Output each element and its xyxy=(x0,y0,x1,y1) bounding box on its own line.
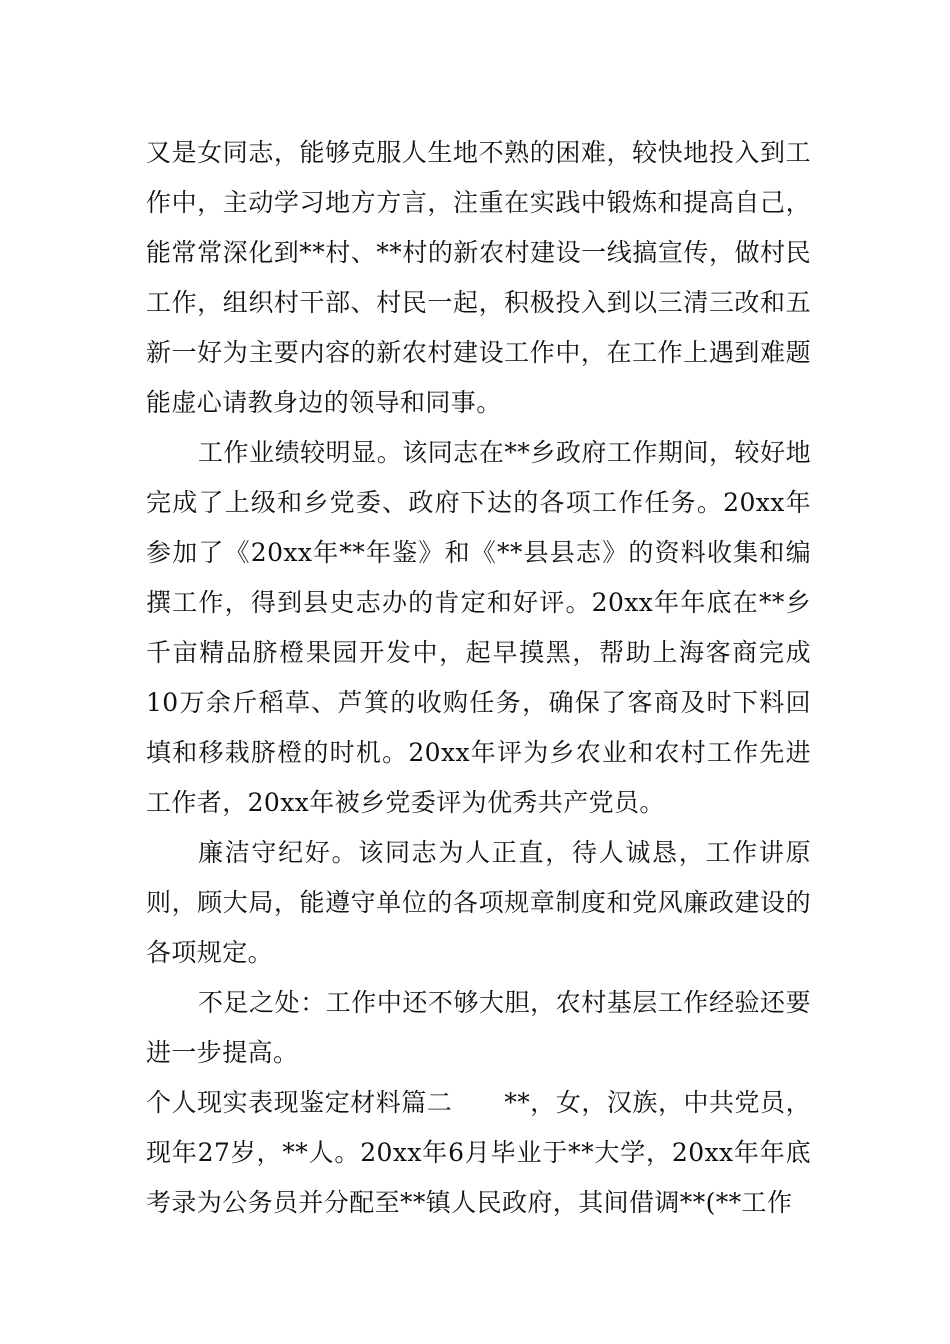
paragraph-performance: 工作业绩较明显。该同志在**乡政府工作期间，较好地完成了上级和乡党委、政府下达的各项工作任务。20xx年参加了《20xx年**年鉴》和《**县县志》的资料收集和编撰工作，得到县史志办的肯定和好评。20xx年年底在**乡千亩精品脐橙果园开发中，起早摸黑，帮助上海客商完成10万余斤稻草、芦箕的收购任务，确保了客商及时下料回填和移栽脐橙的时机。20xx年评为乡农业和农村工作先进工作者，20xx年被乡党委评为优秀共产党员。 xyxy=(146,438,811,817)
section-two-body: **，女，汉族，中共党员，现年27岁，**人。20xx年6月毕业于**大学，20xx年年底考录为公务员并分配至**镇人民政府，其间借调**(**工作 xyxy=(146,1088,811,1217)
paragraph-continuation: 又是女同志，能够克服人生地不熟的困难，较快地投入到工作中，主动学习地方方言，注重在实践中锻炼和提高自己，能常常深化到**村、**村的新农村建设一线搞宣传，做村民工作，组织村干部、村民一起，积极投入到以三清三改和五新一好为主要内容的新农村建设工作中，在工作上遇到难题能虚心请教身边的领导和同事。 xyxy=(146,138,811,417)
paragraph-integrity: 廉洁守纪好。该同志为人正直，待人诚恳，工作讲原则，顾大局，能遵守单位的各项规章制度和党风廉政建设的各项规定。 xyxy=(146,838,811,967)
paragraph-shortcomings: 不足之处：工作中还不够大胆，农村基层工作经验还要进一步提高。 xyxy=(146,988,811,1067)
section-two xyxy=(146,1078,811,1228)
document-body xyxy=(146,128,811,1228)
section-two-heading: 个人现实表现鉴定材料篇二 xyxy=(146,1088,453,1117)
